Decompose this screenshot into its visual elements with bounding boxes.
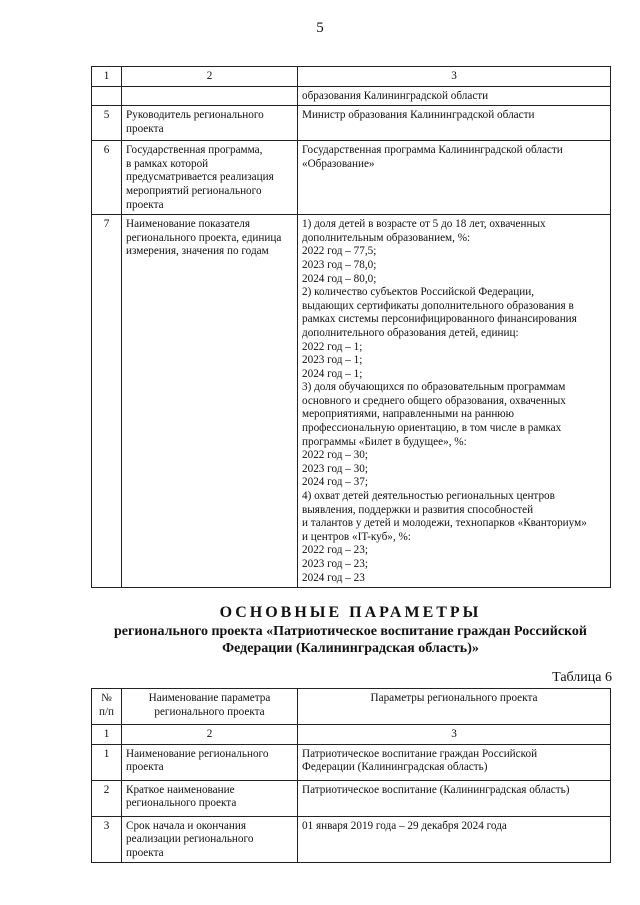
head-text: регионального проекта bbox=[154, 705, 265, 718]
value-line: 2024 год – 1; bbox=[302, 367, 363, 380]
value-line: 2023 год – 30; bbox=[302, 462, 368, 475]
value-line: и талантов у детей и молодежи, технопарков «Кванториум» bbox=[302, 517, 587, 530]
row-number: 6 bbox=[92, 141, 122, 215]
value-cell bbox=[298, 744, 611, 780]
column-number: 1 bbox=[92, 67, 122, 87]
column-numbers-row bbox=[92, 67, 611, 87]
value-line: 2022 год – 23; bbox=[302, 544, 368, 557]
table-row bbox=[92, 816, 611, 863]
value-line: «Образование» bbox=[302, 157, 375, 170]
value-cell bbox=[298, 215, 611, 588]
param-cell bbox=[122, 141, 298, 215]
section-title: ОСНОВНЫЕ ПАРАМЕТРЫ bbox=[219, 604, 482, 621]
value-line: 2024 год – 37; bbox=[302, 476, 368, 489]
value-line: Министр образования Калининградской области bbox=[302, 109, 535, 122]
value-line: Федерации (Калининградская область) bbox=[302, 761, 488, 774]
value-line: Государственная программа Калининградской области bbox=[302, 144, 563, 157]
param-line: Срок начала и окончания bbox=[126, 819, 246, 832]
value-line: 2024 год – 23 bbox=[302, 571, 365, 584]
value-line: образования Калининградской области bbox=[302, 89, 489, 102]
value-cell bbox=[298, 86, 611, 106]
table-row bbox=[92, 106, 611, 141]
param-line: проекта bbox=[126, 198, 164, 211]
table-row bbox=[92, 141, 611, 215]
table-6 bbox=[91, 688, 611, 863]
column-numbers-row bbox=[92, 725, 611, 745]
value-cell bbox=[298, 106, 611, 141]
param-line: предусматривается реализация bbox=[126, 171, 274, 184]
column-number: 3 bbox=[298, 725, 611, 745]
value-line: 2024 год – 80,0; bbox=[302, 272, 377, 285]
param-line: в рамках которой bbox=[126, 157, 209, 170]
head-num bbox=[92, 689, 122, 725]
param-cell bbox=[122, 816, 298, 863]
head-text: Наименование параметра bbox=[148, 692, 271, 704]
head-text: Параметры регионального проекта bbox=[370, 692, 538, 704]
head-value bbox=[298, 689, 611, 725]
page-number: 5 bbox=[316, 20, 324, 36]
subtitle-line: Федерации (Калининградская область)» bbox=[222, 641, 479, 656]
value-line: 2022 год – 30; bbox=[302, 449, 368, 462]
value-line: 2023 год – 1; bbox=[302, 354, 363, 367]
param-line: регионального проекта, единица bbox=[126, 231, 282, 244]
value-line: дополнительным образованием, %: bbox=[302, 231, 471, 244]
value-line: 01 января 2019 года – 29 декабря 2024 года bbox=[302, 819, 507, 832]
table-row bbox=[92, 86, 611, 106]
value-line: рамках системы персонифицированного финансирования bbox=[302, 313, 577, 326]
head-text: № bbox=[101, 692, 112, 704]
param-line: Государственная программа, bbox=[126, 144, 263, 157]
row-number bbox=[92, 86, 122, 106]
value-cell bbox=[298, 780, 611, 816]
row-number: 7 bbox=[92, 215, 122, 588]
param-cell bbox=[122, 215, 298, 588]
value-line: 1) доля детей в возрасте от 5 до 18 лет, охваченных bbox=[302, 218, 546, 231]
value-cell bbox=[298, 141, 611, 215]
param-line: регионального проекта bbox=[126, 797, 237, 810]
column-number: 1 bbox=[92, 725, 122, 745]
value-line: 2) количество субъектов Российской Федерации, bbox=[302, 286, 535, 299]
value-line: 2022 год – 77,5; bbox=[302, 245, 377, 258]
section-subtitle bbox=[91, 623, 610, 657]
param-line: мероприятий регионального bbox=[126, 184, 262, 197]
value-line: программы «Билет в будущее», %: bbox=[302, 435, 467, 448]
table-row bbox=[92, 780, 611, 816]
table-head-row bbox=[92, 689, 611, 725]
value-line: 2022 год – 1; bbox=[302, 340, 363, 353]
param-line: Наименование регионального bbox=[126, 747, 269, 760]
param-line: Наименование показателя bbox=[126, 218, 250, 231]
column-number: 2 bbox=[122, 67, 298, 87]
value-line: мероприятиями, направленными на раннюю bbox=[302, 408, 515, 421]
param-line: проекта bbox=[126, 846, 164, 859]
column-number: 2 bbox=[122, 725, 298, 745]
param-cell bbox=[122, 86, 298, 106]
value-line: выдающих сертификаты дополнительного образования в bbox=[302, 299, 574, 312]
value-line: Патриотическое воспитание (Калининградская область) bbox=[302, 783, 570, 796]
value-cell bbox=[298, 816, 611, 863]
row-number: 3 bbox=[92, 816, 122, 863]
value-line: профессиональную ориентацию, в том числе в рамках bbox=[302, 422, 562, 435]
table-row bbox=[92, 215, 611, 588]
row-number: 1 bbox=[92, 744, 122, 780]
value-line: основного и среднего общего образования, охваченных bbox=[302, 394, 566, 407]
value-line: 2023 год – 78,0; bbox=[302, 258, 377, 271]
value-line: 2023 год – 23; bbox=[302, 558, 368, 570]
value-line: Патриотическое воспитание граждан Российской bbox=[302, 747, 538, 760]
parameters-table-continued bbox=[91, 66, 611, 588]
value-line: 3) доля обучающихся по образовательным программам bbox=[302, 381, 566, 394]
table-row bbox=[92, 744, 611, 780]
param-line: проекта bbox=[126, 761, 164, 774]
subtitle-line: регионального проекта «Патриотическое воспитание граждан Российской bbox=[114, 624, 587, 639]
table-label: Таблица 6 bbox=[552, 670, 612, 685]
row-number: 2 bbox=[92, 780, 122, 816]
param-line: Краткое наименование bbox=[126, 783, 235, 796]
value-line: дополнительного образования детей, единиц: bbox=[302, 326, 519, 339]
param-line: реализации регионального bbox=[126, 833, 254, 846]
param-cell bbox=[122, 744, 298, 780]
param-cell bbox=[122, 780, 298, 816]
head-param bbox=[122, 689, 298, 725]
column-number: 3 bbox=[298, 67, 611, 87]
param-cell bbox=[122, 106, 298, 141]
value-line: и центров «IT-куб», %: bbox=[302, 530, 411, 543]
value-line: 4) охват детей деятельностью региональных центров bbox=[302, 490, 555, 503]
value-line: выявления, поддержки и развития способностей bbox=[302, 503, 534, 516]
row-number: 5 bbox=[92, 106, 122, 141]
param-line: измерения, значения по годам bbox=[126, 245, 269, 258]
param-line: Руководитель регионального bbox=[126, 109, 264, 122]
head-text: п/п bbox=[98, 705, 115, 718]
param-line: проекта bbox=[126, 122, 164, 135]
